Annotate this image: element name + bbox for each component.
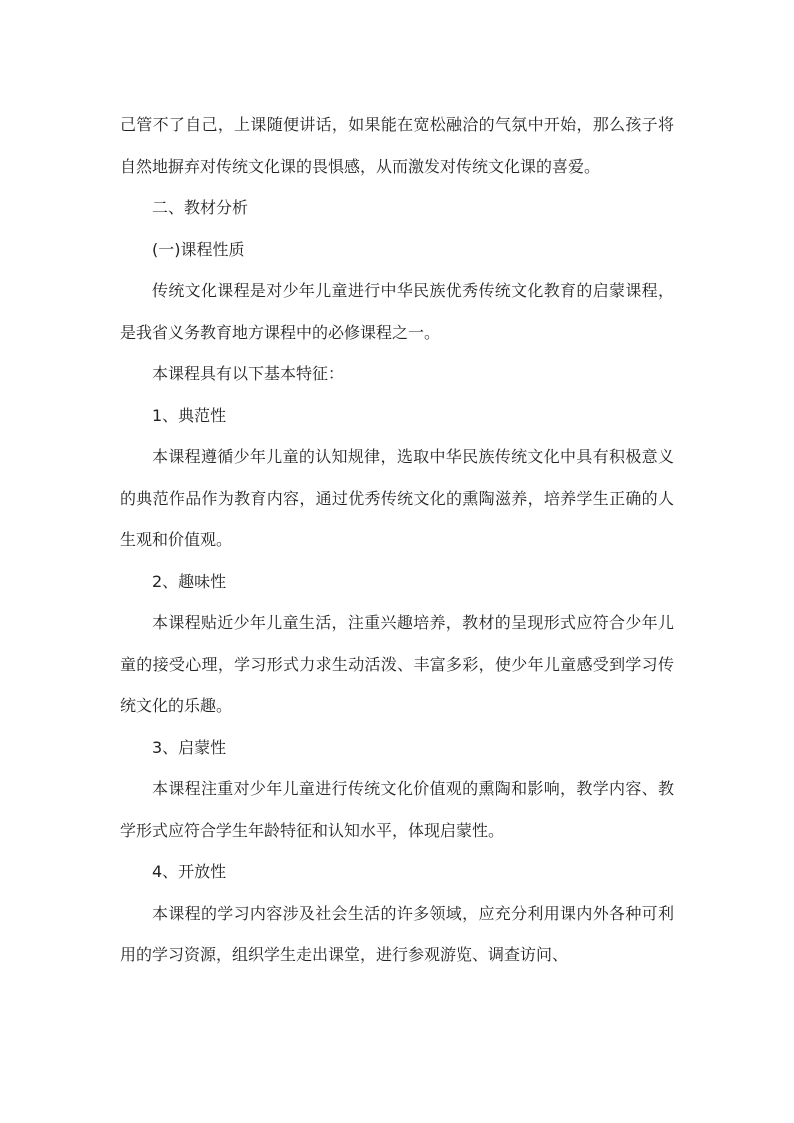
feature-heading-enlightening: 3、启蒙性 bbox=[152, 737, 227, 757]
paragraph-course-definition: 传统文化课程是对少年儿童进行中华民族优秀传统文化教育的启蒙课程，是我省义务教育地方课程中的必修课程之一。 bbox=[120, 281, 674, 342]
paragraph-enlightening: 本课程注重对少年儿童进行传统文化价值观的熏陶和影响，教学内容、教学形式应符合学生年龄特征和认知水平，体现启蒙性。 bbox=[120, 779, 674, 840]
paragraph-open: 本课程的学习内容涉及社会生活的许多领域，应充分利用课内外各种可利用的学习资源，组织学生走出课堂，进行参观游览、调查访问、 bbox=[120, 903, 674, 964]
paragraph-interesting: 本课程贴近少年儿童生活，注重兴趣培养，教材的呈现形式应符合少年儿童的接受心理，学习形式力求生动活泼、丰富多彩，使少年儿童感受到学习传统文化的乐趣。 bbox=[120, 613, 674, 715]
feature-heading-open: 4、开放性 bbox=[152, 862, 227, 881]
document-body bbox=[120, 104, 674, 976]
subsection-heading-course-nature: (一)课程性质 bbox=[152, 239, 245, 259]
paragraph-features-intro: 本课程具有以下基本特征： bbox=[152, 364, 345, 383]
feature-heading-interesting: 2、趣味性 bbox=[152, 571, 227, 591]
feature-heading-exemplary: 1、典范性 bbox=[152, 405, 227, 425]
paragraph-exemplary: 本课程遵循少年儿童的认知规律，选取中华民族传统文化中具有积极意义的典范作品作为教育内容，通过优秀传统文化的熏陶滋养，培养学生正确的人生观和价值观。 bbox=[120, 447, 674, 549]
section-heading-textbook-analysis: 二、教材分析 bbox=[152, 198, 249, 217]
paragraph-continuation: 己管不了自己，上课随便讲话，如果能在宽松融洽的气氛中开始，那么孩子将自然地摒弃对传统文化课的畏惧感，从而激发对传统文化课的喜爱。 bbox=[120, 115, 674, 176]
